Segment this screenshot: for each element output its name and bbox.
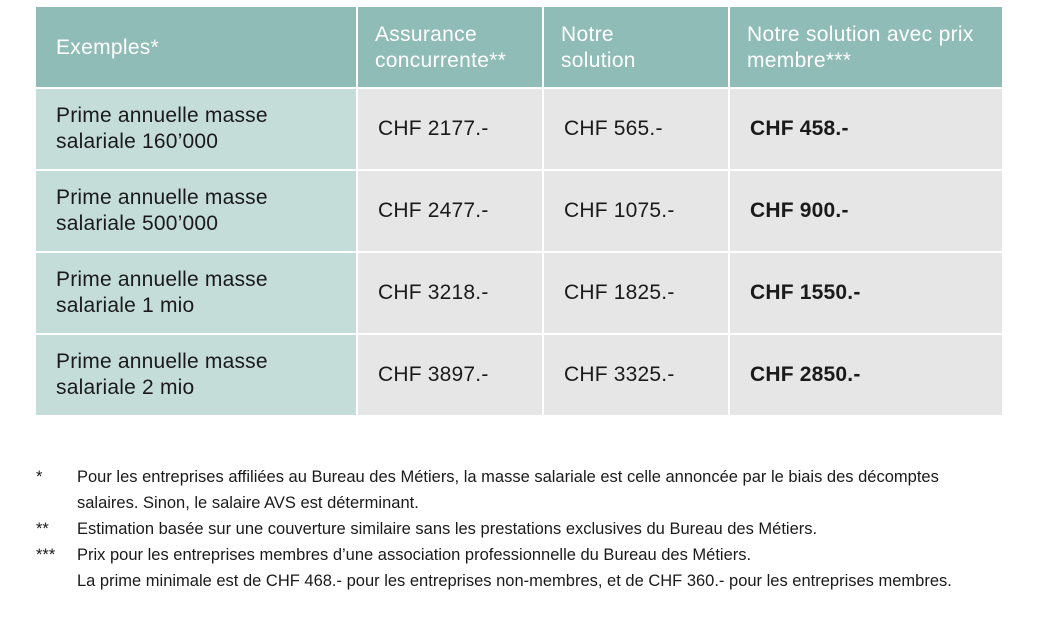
our-price-cell [544, 253, 728, 333]
header-competitor [358, 7, 542, 87]
footnote [36, 516, 996, 542]
table-row [36, 171, 1002, 251]
row-label: Prime annuelle masse salariale 1 mio [56, 268, 268, 317]
footnote-text-group [77, 542, 996, 594]
row-label-cell [36, 253, 356, 333]
competitor-price-cell [358, 171, 542, 251]
price-comparison-table [34, 5, 1004, 417]
footnote-text: Prix pour les entreprises membres d’une association professionnelle du Bureau des Métiers. [77, 546, 752, 564]
header-examples [36, 7, 356, 87]
our-price-cell [544, 89, 728, 169]
footnote-text: Estimation basée sur une couverture similaire sans les prestations exclusives du Bureau des Métiers. [77, 520, 818, 538]
member-price: CHF 900.- [750, 199, 849, 222]
competitor-price: CHF 2477.- [378, 199, 489, 222]
table-row [36, 253, 1002, 333]
competitor-price-cell [358, 253, 542, 333]
row-label-cell [36, 89, 356, 169]
header-our-solution [544, 7, 728, 87]
member-price: CHF 1550.- [750, 281, 861, 304]
row-label: Prime annuelle masse salariale 160’000 [56, 104, 268, 153]
table-header-row [36, 7, 1002, 87]
member-price: CHF 458.- [750, 117, 849, 140]
table-row [36, 335, 1002, 415]
footnote-text: Pour les entreprises affiliées au Bureau des Métiers, la masse salariale est celle annoncée par le biais des décomptes salaires. Sinon, le salaire AVS est déterminant. [77, 468, 939, 512]
row-label-cell [36, 335, 356, 415]
header-competitor-label: Assurance concurrente** [375, 23, 507, 72]
member-price-cell [730, 335, 1002, 415]
our-price-cell [544, 171, 728, 251]
row-label-cell [36, 171, 356, 251]
header-member-price-label: Notre solution avec prix membre*** [747, 23, 974, 72]
footnote [36, 542, 996, 594]
row-label: Prime annuelle masse salariale 2 mio [56, 350, 268, 399]
our-price: CHF 1825.- [564, 281, 675, 304]
competitor-price-cell [358, 89, 542, 169]
our-price-cell [544, 335, 728, 415]
member-price-cell [730, 89, 1002, 169]
competitor-price: CHF 3218.- [378, 281, 489, 304]
competitor-price-cell [358, 335, 542, 415]
row-label: Prime annuelle masse salariale 500’000 [56, 186, 268, 235]
footnote-mark: ** [36, 520, 49, 538]
footnote [36, 464, 996, 516]
footnote-mark: * [36, 468, 43, 486]
header-examples-label: Exemples* [56, 36, 160, 59]
member-price-cell [730, 171, 1002, 251]
competitor-price: CHF 3897.- [378, 363, 489, 386]
header-member-price [730, 7, 1002, 87]
footnote-text: La prime minimale est de CHF 468.- pour les entreprises non-membres, et de CHF 360.- pour les entreprises membres. [77, 572, 952, 590]
our-price: CHF 3325.- [564, 363, 675, 386]
header-our-solution-label: Notre solution [561, 23, 636, 72]
member-price: CHF 2850.- [750, 363, 861, 386]
footnote-mark: *** [36, 546, 56, 564]
member-price-cell [730, 253, 1002, 333]
footnotes [36, 464, 996, 594]
table-row [36, 89, 1002, 169]
our-price: CHF 1075.- [564, 199, 675, 222]
competitor-price: CHF 2177.- [378, 117, 489, 140]
our-price: CHF 565.- [564, 117, 663, 140]
